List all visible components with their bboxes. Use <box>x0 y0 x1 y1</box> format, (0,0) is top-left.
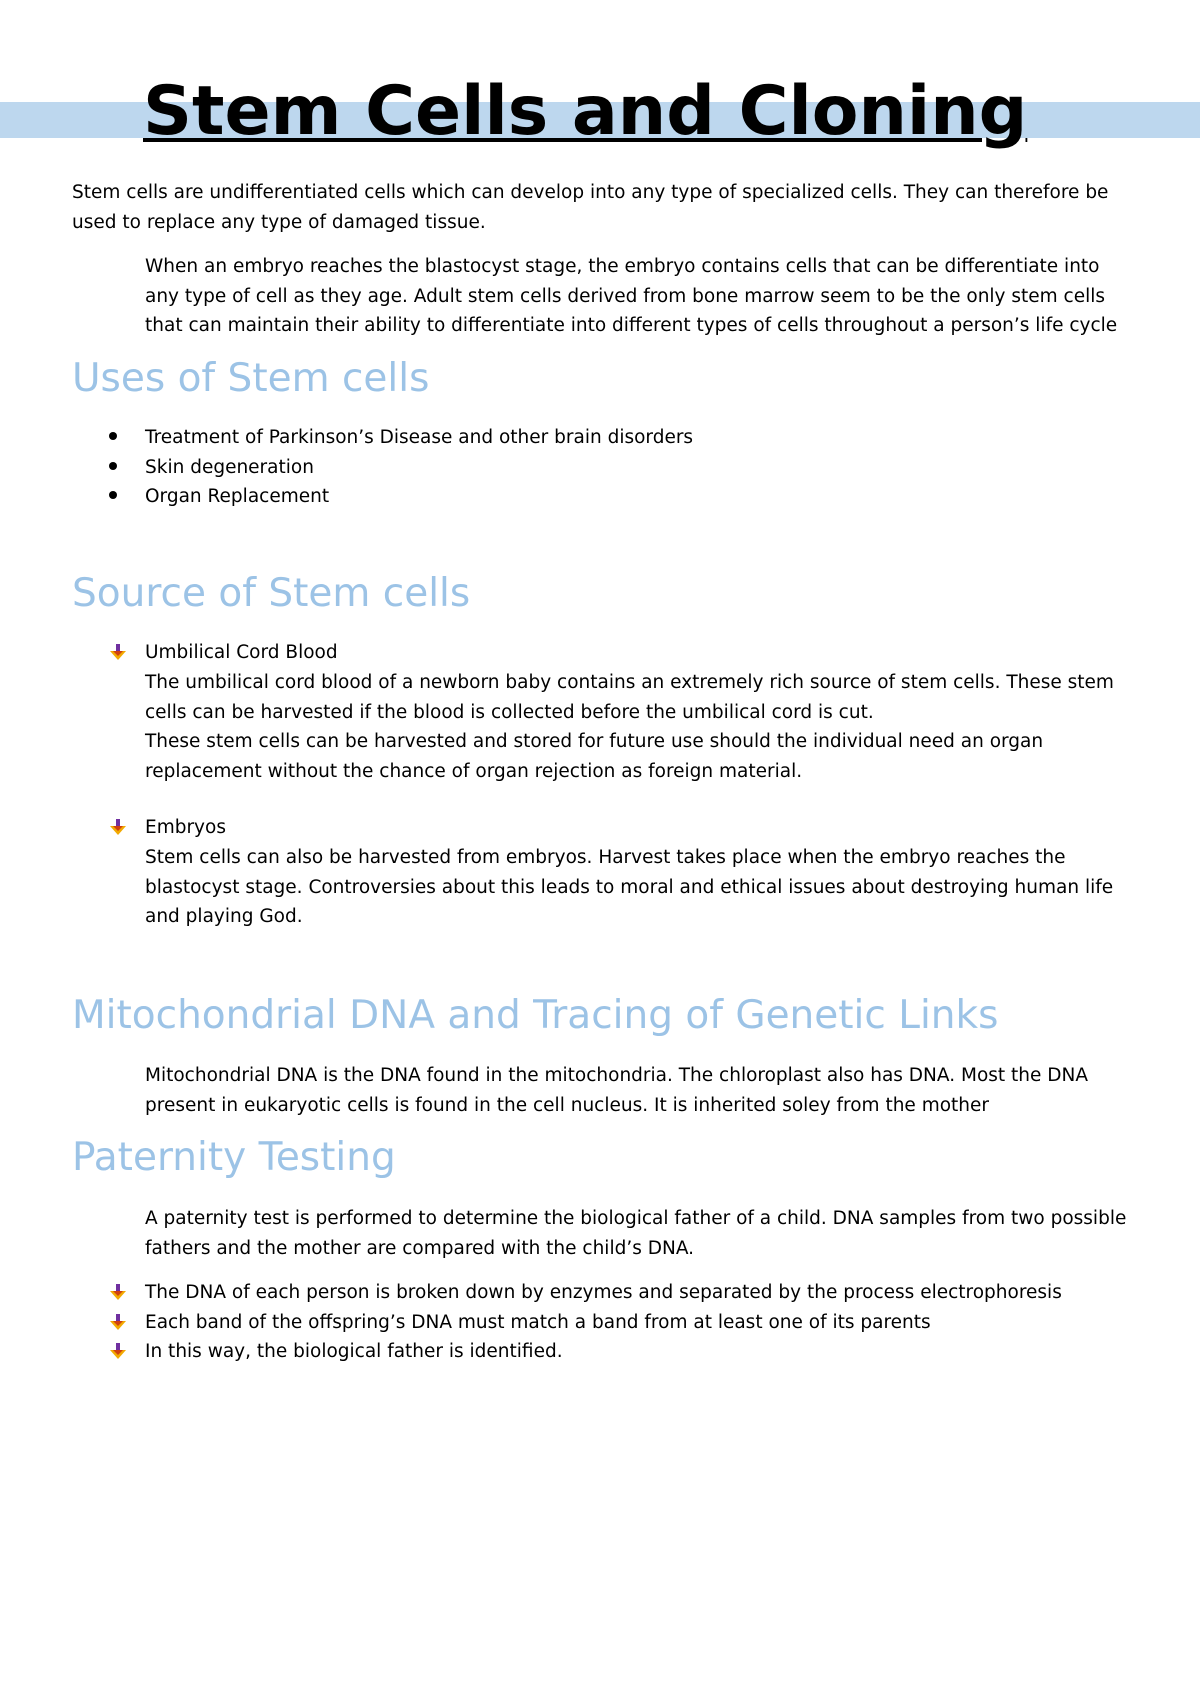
paternity-paragraph: A paternity test is performed to determine the biological father of a child. DNA samples from two possible fathers and the mother are compared with the child’s DNA. <box>145 1208 1127 1259</box>
uses-item: Organ Replacement <box>145 486 330 507</box>
source-item-label: Embryos <box>145 817 226 838</box>
bullet-dot-icon <box>109 432 117 440</box>
source-item-text: Stem cells can also be harvested from embryos. Harvest takes place when the embryo reaches the blastocyst stage. Controversies about this leads to moral and ethical issues about destroying human life and playing God. <box>145 847 1114 927</box>
blastocyst-paragraph: When an embryo reaches the blastocyst stage, the embryo contains cells that can be differentiate into any type of cell as they age. Adult stem cells derived from bone marrow seem to be the only stem cells that can maintain their ability to differentiate into different types of cells throughout a person’s life cycle <box>145 256 1118 336</box>
source-heading: Source of Stem cells <box>72 571 471 616</box>
uses-heading: Uses of Stem cells <box>72 356 430 401</box>
source-item-text: The umbilical cord blood of a newborn baby contains an extremely rich source of stem cells. These stem cells can be harvested if the blood is collected before the umbilical cord is cut. <box>145 672 1114 723</box>
page-title: Stem Cells and Cloning <box>143 72 1028 151</box>
arrow-bullet-icon <box>109 1342 127 1360</box>
intro-paragraph: Stem cells are undifferentiated cells which can develop into any type of specialized cells. They can therefore be used to replace any type of damaged tissue. <box>72 182 1109 233</box>
source-item-text: These stem cells can be harvested and stored for future use should the individual need an organ replacement without the chance of organ rejection as foreign material. <box>145 731 1044 782</box>
mito-paragraph: Mitochondrial DNA is the DNA found in the mitochondria. The chloroplast also has DNA. Most the DNA present in eukaryotic cells is found in the cell nucleus. It is inherited soley from the mother <box>145 1065 1089 1116</box>
arrow-bullet-icon <box>109 1283 127 1301</box>
uses-item: Treatment of Parkinson’s Disease and other brain disorders <box>145 427 694 448</box>
arrow-bullet-icon <box>109 818 127 836</box>
paternity-item: Each band of the offspring’s DNA must match a band from at least one of its parents <box>145 1312 931 1333</box>
arrow-bullet-icon <box>109 643 127 661</box>
bullet-dot-icon <box>109 491 117 499</box>
paternity-item: The DNA of each person is broken down by enzymes and separated by the process electrophoresis <box>145 1282 1062 1303</box>
bullet-dot-icon <box>109 462 117 470</box>
arrow-bullet-icon <box>109 1313 127 1331</box>
paternity-item: In this way, the biological father is identified. <box>145 1341 563 1362</box>
mito-heading: Mitochondrial DNA and Tracing of Genetic Links <box>72 993 999 1038</box>
paternity-heading: Paternity Testing <box>72 1135 396 1180</box>
source-item-label: Umbilical Cord Blood <box>145 642 338 663</box>
uses-item: Skin degeneration <box>145 457 314 478</box>
